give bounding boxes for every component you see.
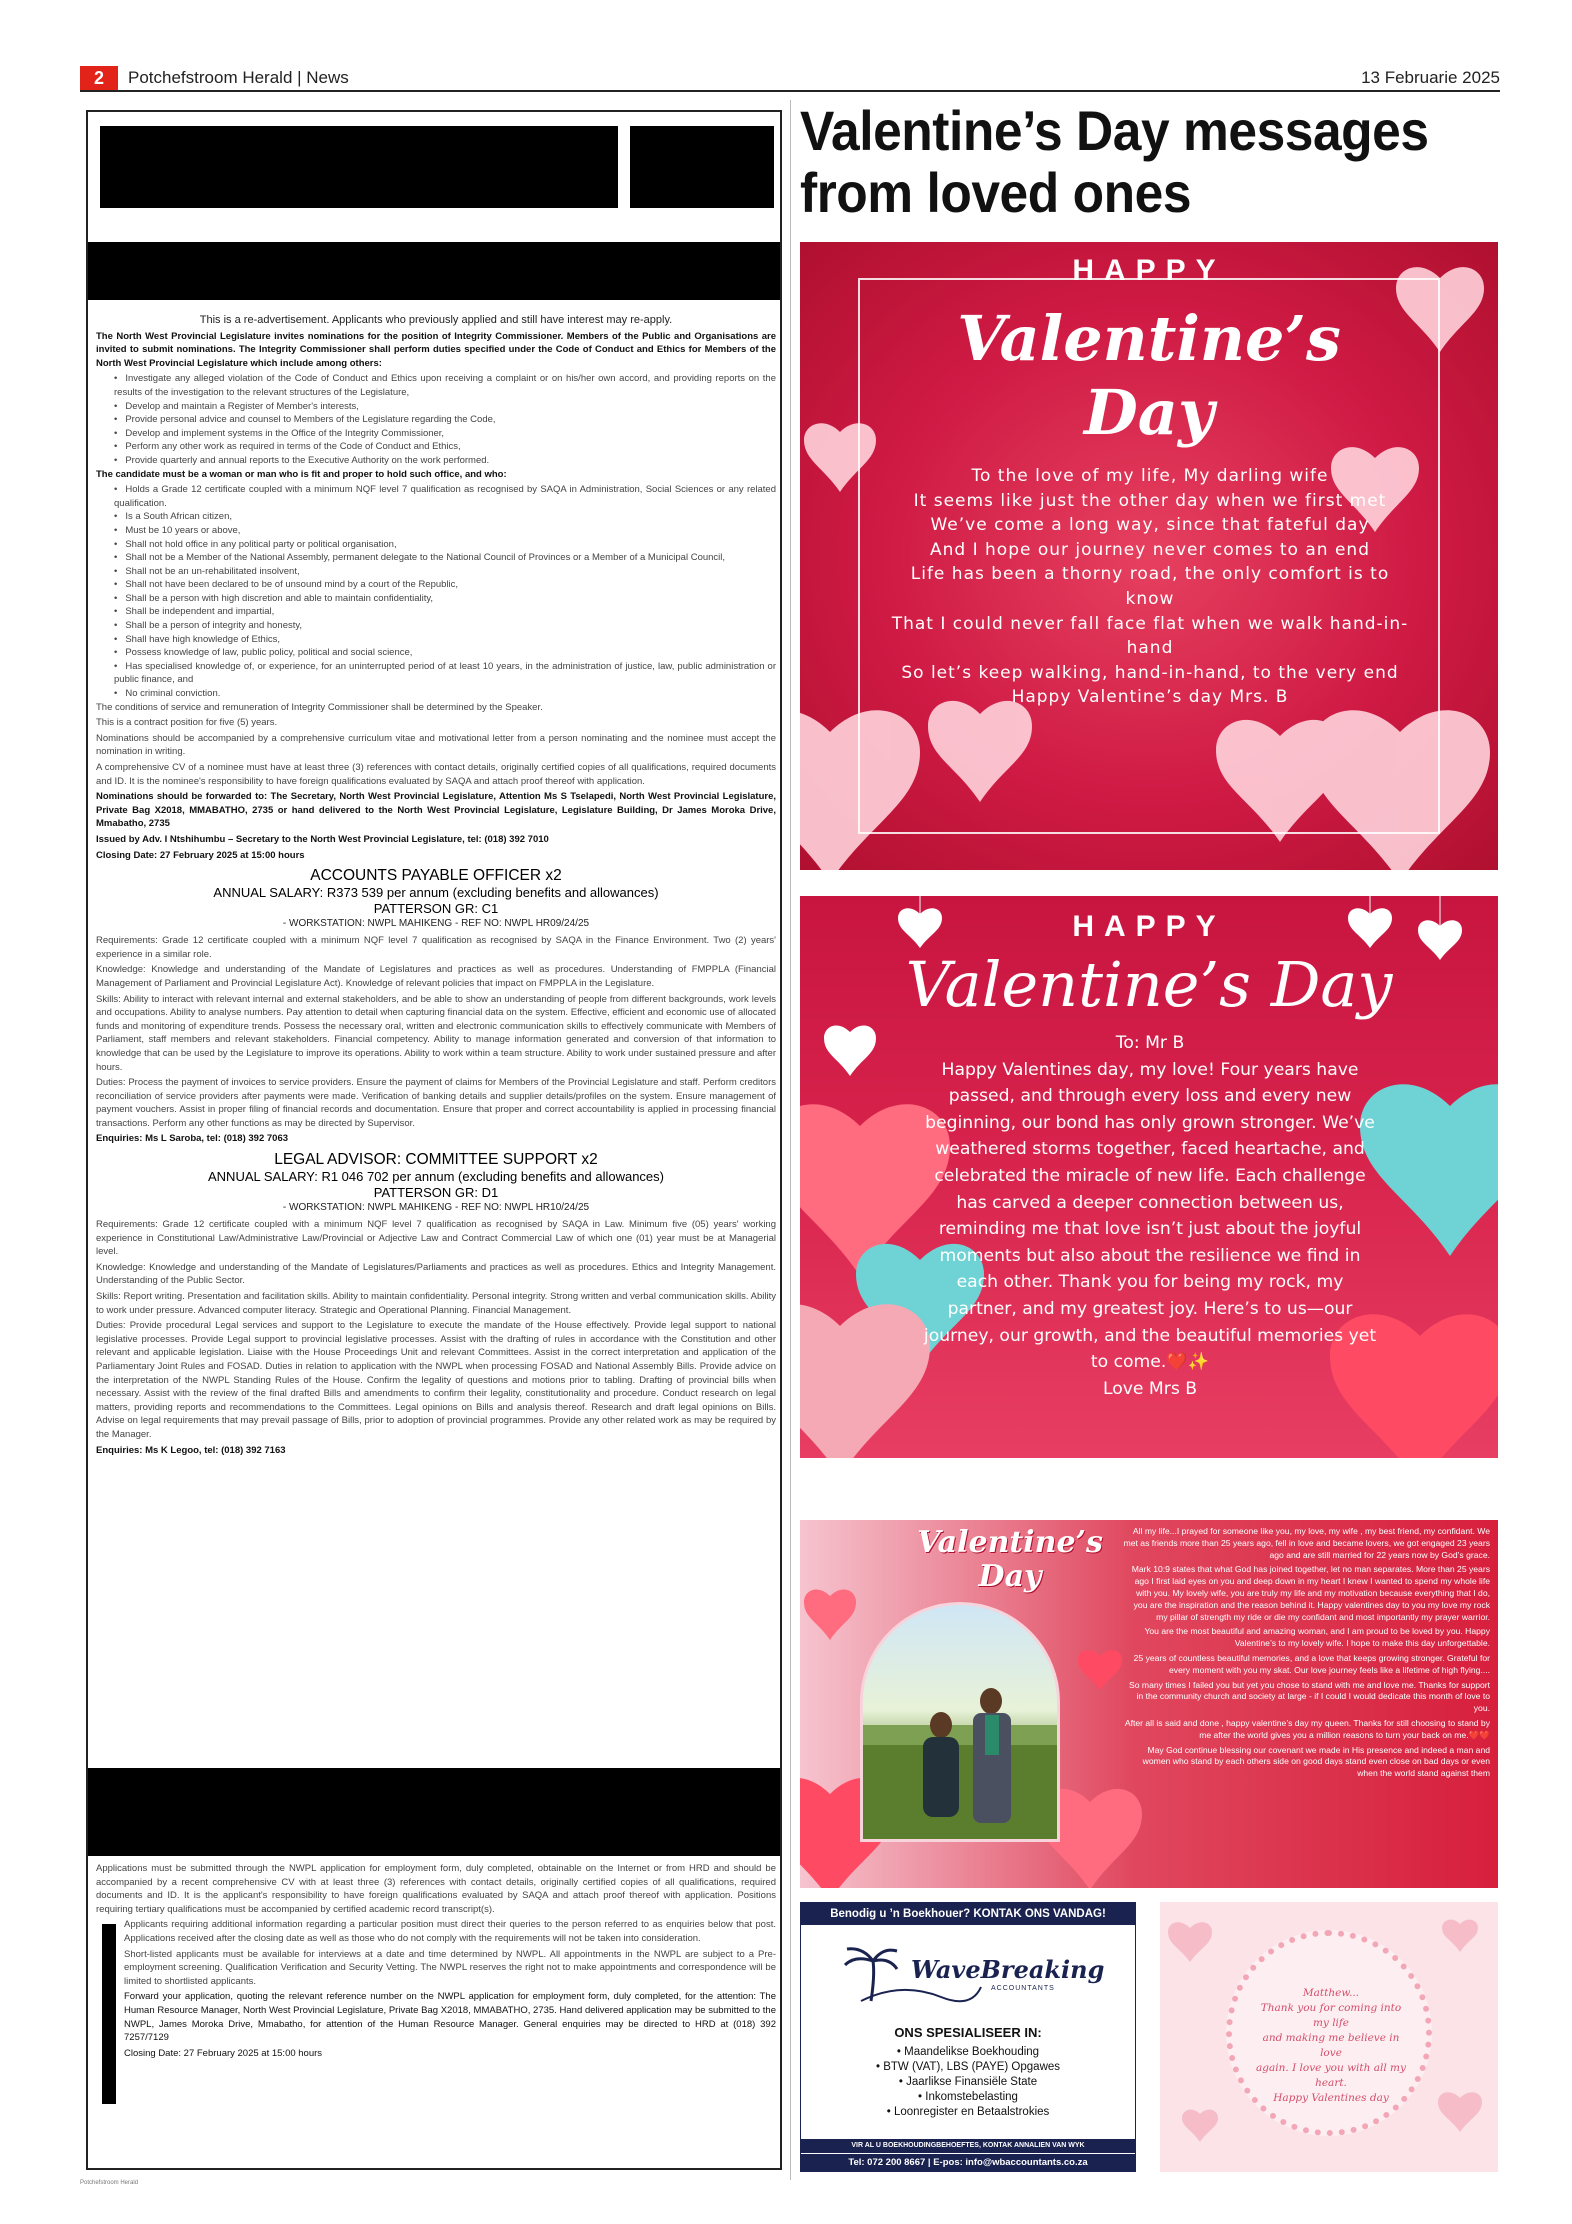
ad-paragraph: Short-listed applicants must be available for interviews at a date and time determined by NWPL. All appointments in the NWPL are subject to a Pre-employment screening. Qualification Verification and Security Vetting. The NWPL reserves the right not to make appointments and correspondence will be limited to shortlisted applicants. (124, 1948, 776, 1987)
list-item: • Investigate any alleged violation of the Code of Conduct and Ethics upon receiving a complaint or on his/her own accord, and providing reports on the results of the investigation to the relevant structures of the Legislature, (114, 372, 776, 399)
valentine-card-3 (800, 1520, 1498, 1888)
closing-date: Closing Date: 27 February 2025 at 15:00 hours (96, 849, 305, 861)
job-requirements: Requirements: Grade 12 certificate coupled with a minimum NQF level 7 qualification as recognised by SAQA in Law. Minimum five (05) years' working experience in Constitutional Law/Administrative Law/Provincial or Adjective Law and Contract Commercial Law of which one (01) year must be at Managerial level. (96, 1219, 776, 1258)
closing-date: Closing Date: 27 February 2025 at 15:00 hours (124, 2047, 323, 2059)
accountant-advertisement (800, 1902, 1136, 2172)
job-duties: Duties: Provide procedural Legal services and support to the Legislature to execute the mandate of the House effectively. Provide legal support to national legislative processes. Provide Legal support to provincial legislative processes. Assist with the drafting of rules in accordance with the Constitution and other relevant and applicable legislation. Liaise with the House Proceedings Unit and relevant Committees. Assist in the correct interpretation and application of the Parliamentary Joint Rules and FOSAD. Duties in relation to application with the NWPL when processing FOSAD and National Assembly Bills. Provide advice on the interpretation of the NWPL Standing Rules of the House. Confirm the legality of questions and motions prior to tabling. Drafting of provincial bills when necessary. Assist with the review of the final drafted Bills and amendments to confirm their legality, constitutionality and procedure. Conduct research on legal matters, providing reports and recommendations to the Committees. Legal opinions on Bills and analysis thereof. Research and draft legal opinions on Bills. Advise on legal requirements that may prevail passage of Bills, prior to adoption of provincial programmes. Provide any other related work as may be required by the Manager. (96, 1320, 776, 1440)
card-paragraph: Mark 10:9 states that what God has joined together, let no man separates. More than 25 years ago I first laid eyes on you and deep down in my heart I knew I wanted to spend my whole life with you. My lovely wife, you are truly my life and my motivation because everything that I do, you are the inspiration and the reason behind it. Happy valentines day to you my love my rock my pillar of strength my ride or die my confidant and most importantly my prayer warrior. (1131, 1564, 1490, 1622)
ad-paragraph: Applicants requiring additional information regarding a particular position must direct their queries to the person referred to as enquiries below that post. Applications received after the closing date as well as those who do not comply with the requirements will not be taken into consideration. (124, 1919, 776, 1944)
heart-icon (1182, 2110, 1218, 2142)
list-item: • Loonregister en Betaalstrokies (801, 2105, 1135, 2120)
ad-footer: Potchefstroom Herald (80, 2180, 139, 2186)
ad-body (96, 314, 776, 1459)
job-grade: PATTERSON GR: D1 (373, 1185, 499, 1201)
card-script-title: Valentine’s Day (905, 948, 1393, 1021)
redacted-block (100, 126, 618, 208)
list-item: • Must be 10 years or above, (114, 524, 776, 538)
heart-icon (1168, 1922, 1212, 1962)
list-item: • Develop and maintain a Register of Member's interests, (114, 400, 776, 414)
poem-line: Life has been a thorny road, the only comfort is to know (910, 564, 1390, 609)
job-title: LEGAL ADVISOR: COMMITTEE SUPPORT x2 (274, 1151, 598, 1169)
legislature-advertisement (86, 110, 782, 2170)
card-happy: HAPPY (1072, 254, 1226, 287)
ad-issued: Issued by Adv. I Ntshihumbu – Secretary to the North West Provincial Legislature, tel: (018) 392 7010 (96, 833, 549, 845)
list-item: • Maandelikse Boekhouding (801, 2045, 1135, 2060)
ad-paragraph: The conditions of service and remuneration of Integrity Commissioner shall be determined by the Speaker. (96, 701, 543, 713)
card-from: Love Mrs B (1102, 1378, 1198, 1399)
redacted-block (88, 242, 780, 300)
job-knowledge: Knowledge: Knowledge and understanding of the Mandate of Legislatures and practices as well as procedures. Understanding of FMPPLA (Financial Management of Parliament and Provincial Legislature Act). Knowledge of relevant policies that impact on FMPPLA in the Legislature. (96, 964, 776, 989)
contact-banner: VIR AL U BOEKHOUDINGBEHOEFTES, KONTAK ANNALIEN VAN WYK (801, 2139, 1135, 2153)
job-salary: ANNUAL SALARY: R1 046 702 per annum (excluding benefits and allowances) (208, 1169, 664, 1185)
list-item: • Inkomstebelasting (801, 2090, 1135, 2105)
poem-line: To the love of my life, My darling wife (971, 466, 1329, 486)
masthead (80, 66, 1500, 92)
duties-list (96, 372, 776, 467)
logo-name: WaveBreaking (911, 1955, 1105, 1984)
poem-line: Happy Valentine’s day Mrs. B (1011, 687, 1289, 708)
job-skills: Skills: Report writing. Presentation and facilitation skills. Ability to maintain confidentiality. Personal integrity. Strong written and verbal communication skills. Ability to work under pressure. Advanced computer literacy. Strategic and Operational Planning. Financial Management. (96, 1291, 776, 1316)
ad-paragraph: Applications must be submitted through the NWPL application for employment form, duly completed, obtainable on the Internet or from HRD and should be accompanied by a recent comprehensive CV with at least three (3) references with contact details, originally certified copies of all qualifications, required documents and ID. It is the applicant's responsibility to have foreign qualifications evaluated by SAQA and attach proof thereof with application. Positions requiring tertiary qualifications must be accompanied by certified academic record transcript(s). (96, 1863, 776, 1915)
ad-paragraph: A comprehensive CV of a nominee must have at least three (3) references with contact details, originally certified copies of all qualifications, required documents and ID. It is the nominee's responsibility to have foreign qualifications evaluated by SAQA and attach proof thereof with application. (96, 762, 776, 787)
list-item: • Shall be a person of integrity and honesty, (114, 619, 776, 633)
card-paragraph: So many times I failed you but yet you chose to stand with me and love me. Thanks for support in the community church and society at large - if I could I would dedicate this month of love to you. (1129, 1679, 1490, 1714)
list-item: • Shall have high knowledge of Ethics, (114, 633, 776, 647)
ad-invite: The North West Provincial Legislature invites nominations for the position of Integrity Commissioner. Members of the Public and Organisations are invited to submit nominations. The Integrity Commissioner shall perform duties specified under the Code of Conduct and Ethics for Members of the North West Provincial Legislature which include among others: (96, 330, 776, 369)
services-list (801, 2045, 1135, 2120)
card-paragraph: 25 years of countless beautiful memories, and a love that keeps growing stronger. Grateful for every moment with you my skat. Our love journey feels like a lifetime of high flying.... (1133, 1652, 1490, 1675)
job-title: ACCOUNTS PAYABLE OFFICER x2 (310, 867, 562, 885)
poem-line: So let’s keep walking, hand-in-hand, to the very end (901, 662, 1399, 683)
poem-line: And I hope our journey never comes to an end (930, 539, 1370, 560)
list-item: • Shall not have been declared to be of unsound mind by a court of the Republic, (114, 578, 776, 592)
list-item: • Has specialised knowledge of, or experience, for an uninterrupted period of at least 10 years, in the administration of justice, law, public administration or public finance, and (114, 660, 776, 687)
card-to: To: Mr B (1115, 1033, 1185, 1053)
poem-line: It seems like just the other day when we first met (913, 490, 1387, 511)
heart-icon (804, 1589, 856, 1640)
card-line: Thank you for coming into my life (1260, 2002, 1402, 2029)
issue-date: 13 Februarie 2025 (1361, 68, 1500, 87)
specialise-heading: ONS SPESIALISEER IN: (894, 2025, 1042, 2040)
card-line: again. I love you with all my heart. (1256, 2062, 1406, 2089)
valentine-card-1 (800, 242, 1498, 870)
card-line: Matthew... (1302, 1987, 1360, 1999)
list-item: • Is a South African citizen, (114, 510, 776, 524)
heart-icon (1442, 1920, 1478, 1952)
list-item: • BTW (VAT), LBS (PAYE) Opgawes (801, 2060, 1135, 2075)
ad-forward: Nominations should be forwarded to: The Secretary, North West Provincial Legislature, Attention Ms S Tselapedi, North West Provincial Legislature, Private Bag X2018, MMABATHO, 2735 or hand delivered to the North West Provincial Legislature, Legislature Building, Dr James Moroka Drive, Mmabatho, 2735 (96, 791, 776, 830)
couple-photo-illustration (863, 1605, 1060, 1842)
redacted-block (102, 1924, 116, 2104)
list-item: • Holds a Grade 12 certificate coupled with a minimum NQF level 7 qualification as recognised by SAQA in Administration, Social Sciences or any related qualification. (114, 483, 776, 510)
card-message (1122, 1526, 1490, 1783)
card-body: Happy Valentines day, my love! Four years have passed, and through every loss and every new beginning, our bond has only grown stronger. We’ve weathered storms together, faced heartache, and celebrated the miracle of new life. Each challenge has carved a deeper connection between us, reminding me that love isn’t just about the joyful moments but also about the resilience we find in each other. Thank you for being my rock, my partner, and my greatest joy. Here’s to us—our journey, our growth, and the beautiful memories yet to come.❤️✨ (923, 1059, 1377, 1373)
card-script-title: Valentine’s Day (917, 1525, 1103, 1594)
list-item: • Shall not be a Member of the National Assembly, permanent delegate to the National Council of Provinces or a Member of a Municipal Council, (114, 551, 776, 565)
ad-intro: This is a re-advertisement. Applicants who previously applied and still have interest may re-apply. (199, 314, 673, 326)
redacted-block (88, 1768, 780, 1856)
list-item: • Shall not be an un-rehabilitated insolvent, (114, 565, 776, 579)
job-enquiries: Enquiries: Ms K Legoo, tel: (018) 392 7163 (96, 1444, 286, 1456)
card-line: Happy Valentines day (1273, 2092, 1389, 2104)
candidate-heading: The candidate must be a woman or man who is fit and proper to hold such office, and who: (96, 468, 507, 480)
requirements-list (96, 483, 776, 701)
list-item: • Possess knowledge of law, public policy, political and social science, (114, 646, 776, 660)
heart-icon (800, 1304, 930, 1458)
ad-paragraph: Forward your application, quoting the relevant reference number on the NWPL application for employment form, duly completed, for the attention: The Human Resource Manager, North West Provincial Legislature, Private Bag X2018, MMABATHO, 2735. Hand delivered application may be submitted to the NWPL, James Moroka Drive, Mmabatho, for attention of the Human Resource Manager. General enquiries may be directed to HRD at (018) 392 7257/7129 (124, 1991, 776, 2044)
card-script-title: Valentine’s (957, 302, 1341, 375)
job-workstation: - WORKSTATION: NWPL MAHIKENG - REF NO: NWPL HR09/24/25 (282, 918, 590, 930)
job-grade: PATTERSON GR: C1 (373, 901, 499, 917)
list-item: • Provide personal advice and counsel to Members of the Legislature regarding the Code, (114, 413, 776, 427)
job-salary: ANNUAL SALARY: R373 539 per annum (excluding benefits and allowances) (213, 885, 659, 901)
ad-application-info (96, 1862, 776, 2062)
contact-details: Tel: 072 200 8667 | E-pos: info@wbaccountants.co.za (801, 2153, 1135, 2171)
job-requirements: Requirements: Grade 12 certificate coupled with a minimum NQF level 7 qualification as recognised by SAQA in the Finance Environment. Two (2) years' experience in a similar role. (96, 935, 776, 960)
list-item: • Jaarlikse Finansiële State (801, 2075, 1135, 2090)
card-message (920, 1030, 1380, 1402)
ad-top-banner: Benodig u ’n Boekhouer? KONTAK ONS VANDAG! (801, 1903, 1135, 1925)
list-item: • Provide quarterly and annual reports to the Executive Authority on the work performed. (114, 454, 776, 468)
valentine-card-matthew (1160, 1902, 1498, 2172)
card-script-title: Day (1084, 376, 1214, 449)
ad-paragraph: This is a contract position for five (5) years. (96, 717, 278, 729)
card-paragraph: You are the most beautiful and amazing woman, and I am proud to be loved by you. Happy Valentine’s to my lovely wife. I hope to make this day unforgettable. (1144, 1626, 1490, 1649)
job-knowledge: Knowledge: Knowledge and understanding of the Mandate of Legislatures/Parliaments and practices as well as procedures. Ethics and Integrity Management. Understanding of the Public Sector. (96, 1261, 776, 1287)
heart-icon (1078, 1650, 1122, 1690)
redacted-block (630, 126, 774, 208)
list-item: • No criminal conviction. (114, 687, 776, 701)
column-divider (790, 100, 791, 2180)
card-paragraph: May God continue blessing our covenant we made in His presence and indeed a man and women who stand by each others side on good days stand even close on bad days or even when the world stand against them (1142, 1744, 1490, 1779)
heart-icon (1360, 1084, 1498, 1256)
page-headline: Valentine’s Day messages from loved ones (800, 99, 1429, 224)
list-item: • Shall be a person with high discretion and able to maintain confidentiality, (114, 592, 776, 606)
page-number: 2 (80, 66, 118, 90)
couple-photo (860, 1602, 1060, 1842)
card-paragraph: After all is said and done , happy valentine’s day my queen. Thanks for still choosing to stand by me after the world gives you a million reasons to turn your back on me.❤️❤️ (1124, 1717, 1490, 1740)
heart-icon (824, 1025, 876, 1076)
ad-paragraph: Nominations should be accompanied by a comprehensive curriculum vitae and motivational letter from a person nominating and the nominee must accept the nomination in writing. (96, 732, 776, 758)
heart-icon (1438, 2092, 1482, 2132)
list-item: • Develop and implement systems in the Office of the Integrity Commissioner, (114, 427, 776, 441)
list-item: • Shall be independent and impartial, (114, 605, 776, 619)
card-line: and making me believe in love (1262, 2032, 1400, 2059)
list-item: • Perform any other work as required in terms of the Code of Conduct and Ethics, (114, 440, 776, 454)
card-poem (890, 464, 1410, 710)
valentine-card-2 (800, 896, 1498, 1458)
list-item: • Shall not hold office in any political party or political organisation, (114, 538, 776, 552)
job-workstation: - WORKSTATION: NWPL MAHIKENG - REF NO: NWPL HR10/24/25 (282, 1202, 590, 1214)
poem-line: We’ve come a long way, since that fateful day (930, 515, 1370, 536)
publication-name: Potchefstroom Herald | News (128, 68, 349, 87)
card-message (1256, 1986, 1406, 2106)
poem-line: That I could never fall face flat when we walk hand-in-hand (891, 613, 1409, 659)
card-happy: HAPPY (1072, 910, 1226, 943)
job-skills: Skills: Ability to interact with relevant internal and external stakeholders, and be able to show an understanding of people from different backgrounds, work levels and occupations. Ability to analyse numbers. Pay attention to detail when capturing financial data on the system. Effective, efficient and economic use of allocated funds and monitoring of expenditure trends. Possess the necessary oral, written and electronic communication skills to effectively communicate with Members of Parliament, staff members and relevant stakeholders. Financial competency. Ability to manage information generated and conversion of that information to knowledge that can be used by the Legislature to improve its operations. Ability to work within a team structure. Ability to work under sustained pressure and after hours. (96, 993, 776, 1073)
job-enquiries: Enquiries: Ms L Saroba, tel: (018) 392 7063 (96, 1133, 289, 1145)
card-paragraph: All my life...I prayed for someone like you, my love, my wife , my best friend, my confidant. We met as friends more than 25 years ago, fell in love and became lovers, we got engaged 23 years ago and are still married for 22 years now by God’s grace. (1123, 1526, 1490, 1560)
job-duties: Duties: Process the payment of invoices to service providers. Ensure the payment of claims for Members of the Provincial Legislature and staff. Perform creditors reconciliation of service providers after payments were made. Verification of banking details and supplier details/profiles on the system. Ensure management of payment vouchers. Assist in proper filing of financial records and documentation. Ensure that proper and correct accountability is applied in processing financial transactions. Perform any other functions as may be directed by Supervisor. (96, 1077, 776, 1129)
logo-subtitle: ACCOUNTANTS (991, 1985, 1055, 1992)
